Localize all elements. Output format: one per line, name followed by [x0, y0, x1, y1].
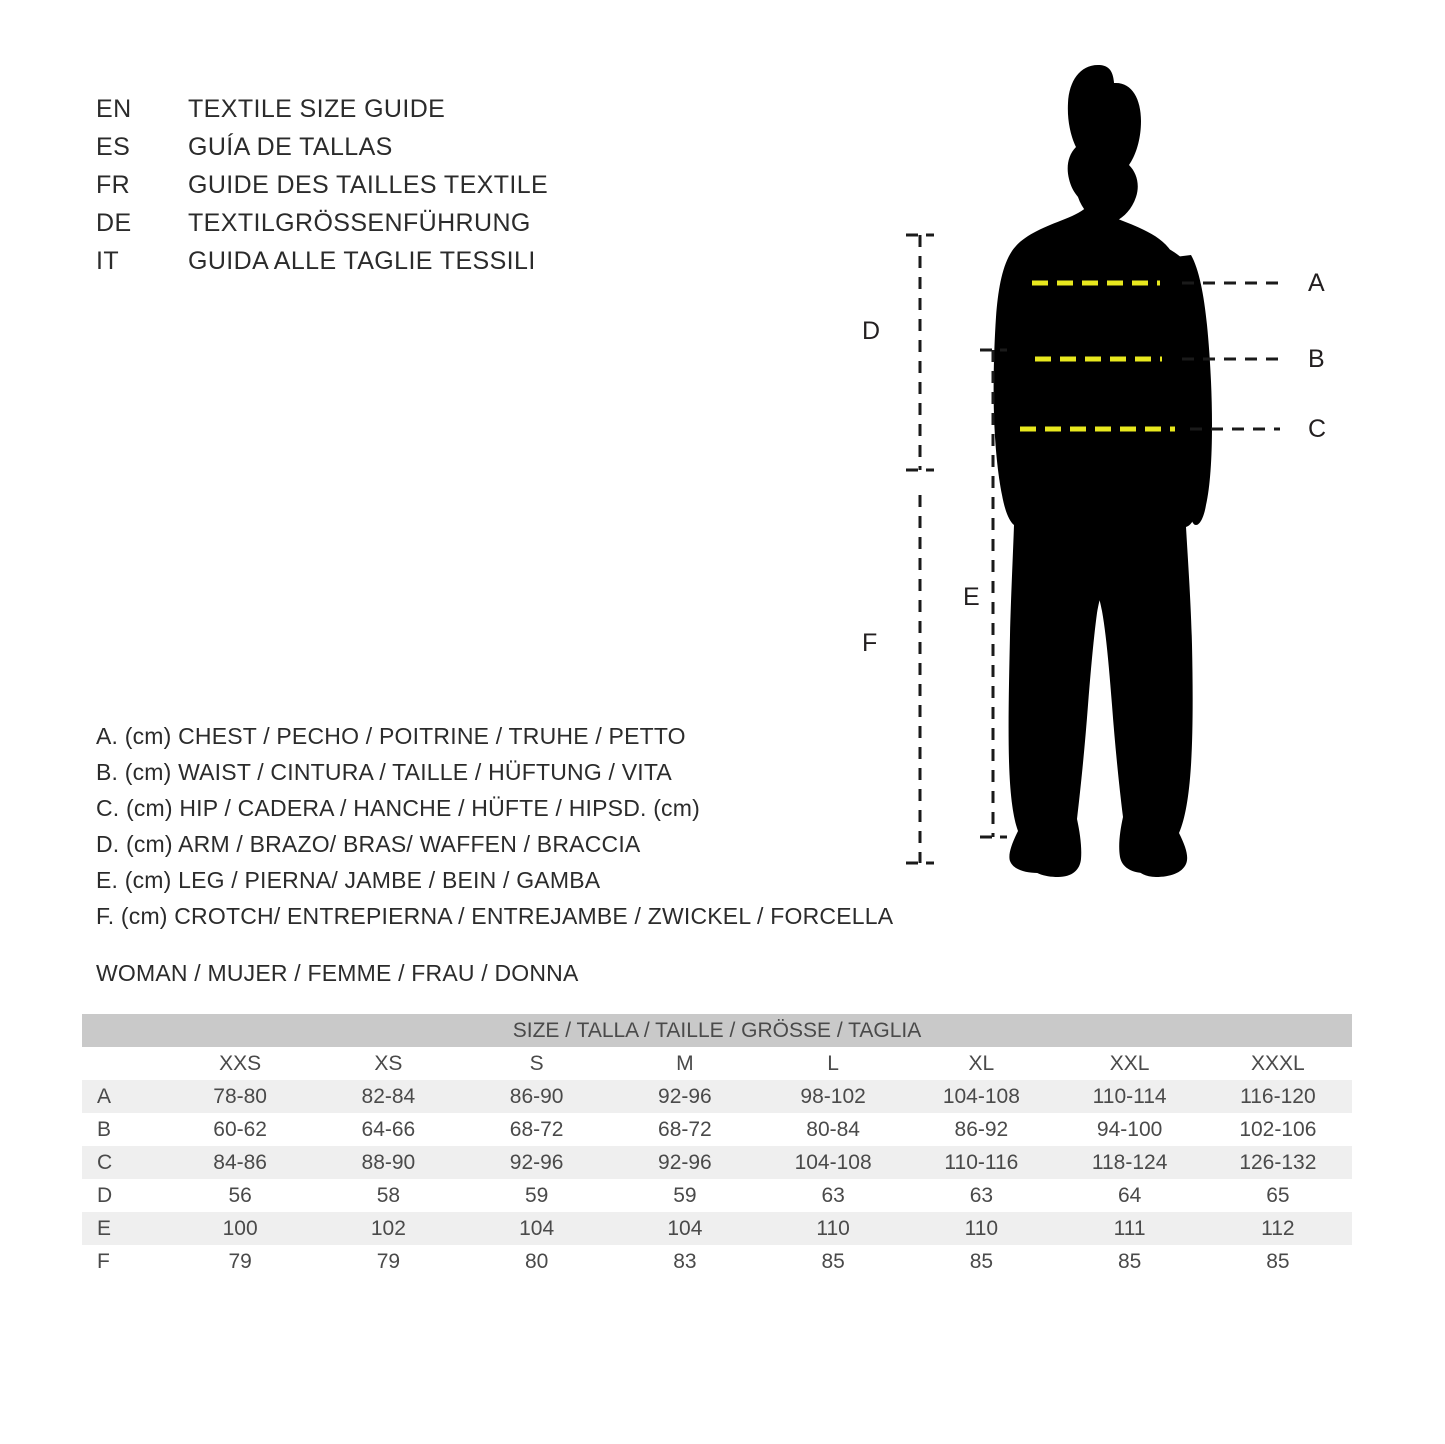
table-row	[82, 1146, 1352, 1179]
arm-dimension-bracket	[906, 235, 934, 470]
measure-label-e: E	[963, 583, 980, 611]
cell-a-xxl: 110-114	[1056, 1080, 1204, 1113]
cell-d-xl: 63	[907, 1179, 1055, 1212]
cell-e-xxs: 100	[166, 1212, 314, 1245]
cell-d-xxl: 64	[1056, 1179, 1204, 1212]
cell-f-xxxl: 85	[1204, 1245, 1352, 1278]
size-header-xl: XL	[907, 1047, 1055, 1080]
table-row	[82, 1212, 1352, 1245]
cell-d-xxs: 56	[166, 1179, 314, 1212]
cell-d-l: 63	[759, 1179, 907, 1212]
legend-item-b: B. (cm) WAIST / CINTURA / TAILLE / HÜFTUNG / VITA	[96, 759, 672, 785]
size-header-xxs: XXS	[166, 1047, 314, 1080]
cell-a-xs: 82-84	[314, 1080, 462, 1113]
cell-e-l: 110	[759, 1212, 907, 1245]
language-code-fr: FR	[96, 171, 131, 199]
size-table-header-bar	[82, 1014, 1352, 1047]
row-label-f: F	[82, 1245, 166, 1278]
cell-f-l: 85	[759, 1245, 907, 1278]
row-label-e: E	[82, 1212, 166, 1245]
cell-a-m: 92-96	[611, 1080, 759, 1113]
table-row	[82, 1113, 1352, 1146]
table-row	[82, 1245, 1352, 1278]
cell-e-xxxl: 112	[1204, 1212, 1352, 1245]
row-label-c: C	[82, 1146, 166, 1179]
cell-e-m: 104	[611, 1212, 759, 1245]
measure-label-b: B	[1308, 345, 1325, 373]
language-row-en	[96, 95, 796, 133]
legend-item-a: A. (cm) CHEST / PECHO / POITRINE / TRUHE / PETTO	[96, 723, 686, 749]
legend-item-f: F. (cm) CROTCH/ ENTREPIERNA / ENTREJAMBE / ZWICKEL / FORCELLA	[96, 903, 894, 929]
legend-item-d: D. (cm) ARM / BRAZO/ BRAS/ WAFFEN / BRACCIA	[96, 831, 641, 857]
language-text-it: GUIDA ALLE TAGLIE TESSILI	[188, 247, 536, 275]
cell-c-m: 92-96	[611, 1146, 759, 1179]
cell-a-l: 98-102	[759, 1080, 907, 1113]
size-table	[82, 1014, 1352, 1278]
cell-f-s: 80	[463, 1245, 611, 1278]
female-silhouette	[994, 65, 1212, 877]
group-label: WOMAN / MUJER / FEMME / FRAU / DONNA	[96, 960, 579, 986]
measure-label-f: F	[862, 629, 878, 657]
table-row	[82, 1080, 1352, 1113]
cell-a-s: 86-90	[463, 1080, 611, 1113]
cell-c-xs: 88-90	[314, 1146, 462, 1179]
cell-d-xs: 58	[314, 1179, 462, 1212]
size-header-m: M	[611, 1047, 759, 1080]
size-header-xxl: XXL	[1056, 1047, 1204, 1080]
cell-f-m: 83	[611, 1245, 759, 1278]
cell-a-xxxl: 116-120	[1204, 1080, 1352, 1113]
cell-e-s: 104	[463, 1212, 611, 1245]
size-header-xs: XS	[314, 1047, 462, 1080]
language-row-es	[96, 133, 796, 171]
language-title-block	[96, 95, 796, 285]
language-code-en: EN	[96, 95, 132, 123]
cell-b-xxs: 60-62	[166, 1113, 314, 1146]
cell-e-xxl: 111	[1056, 1212, 1204, 1245]
table-row	[82, 1179, 1352, 1212]
language-code-es: ES	[96, 133, 131, 161]
cell-e-xs: 102	[314, 1212, 462, 1245]
size-table-header-label: SIZE / TALLA / TAILLE / GRÖSSE / TAGLIA	[82, 1014, 1352, 1047]
language-row-it	[96, 247, 796, 285]
cell-c-s: 92-96	[463, 1146, 611, 1179]
cell-f-xl: 85	[907, 1245, 1055, 1278]
language-text-de: TEXTILGRÖSSENFÜHRUNG	[188, 209, 531, 237]
cell-b-xs: 64-66	[314, 1113, 462, 1146]
measure-label-d: D	[862, 317, 881, 345]
row-label-d: D	[82, 1179, 166, 1212]
size-table-size-row	[82, 1047, 1352, 1080]
cell-b-m: 68-72	[611, 1113, 759, 1146]
cell-c-xxxl: 126-132	[1204, 1146, 1352, 1179]
cell-d-xxxl: 65	[1204, 1179, 1352, 1212]
cell-f-xxs: 79	[166, 1245, 314, 1278]
cell-b-s: 68-72	[463, 1113, 611, 1146]
language-row-de	[96, 209, 796, 247]
language-text-es: GUÍA DE TALLAS	[188, 133, 393, 161]
measurement-legend	[96, 723, 936, 939]
cell-a-xl: 104-108	[907, 1080, 1055, 1113]
cell-f-xs: 79	[314, 1245, 462, 1278]
cell-b-l: 80-84	[759, 1113, 907, 1146]
size-header-s: S	[463, 1047, 611, 1080]
row-label-a: A	[82, 1080, 166, 1113]
size-table-wrapper	[82, 1014, 1352, 1278]
cell-c-xl: 110-116	[907, 1146, 1055, 1179]
row-label-b: B	[82, 1113, 166, 1146]
language-code-it: IT	[96, 247, 120, 275]
cell-c-l: 104-108	[759, 1146, 907, 1179]
cell-c-xxs: 84-86	[166, 1146, 314, 1179]
legend-item-c: C. (cm) HIP / CADERA / HANCHE / HÜFTE / HIPSD. (cm)	[96, 795, 700, 821]
cell-a-xxs: 78-80	[166, 1080, 314, 1113]
cell-e-xl: 110	[907, 1212, 1055, 1245]
cell-f-xxl: 85	[1056, 1245, 1204, 1278]
language-text-en: TEXTILE SIZE GUIDE	[188, 95, 446, 123]
language-row-fr	[96, 171, 796, 209]
cell-c-xxl: 118-124	[1056, 1146, 1204, 1179]
size-header-l: L	[759, 1047, 907, 1080]
cell-b-xl: 86-92	[907, 1113, 1055, 1146]
size-header-xxxl: XXXL	[1204, 1047, 1352, 1080]
legend-item-e: E. (cm) LEG / PIERNA/ JAMBE / BEIN / GAMBA	[96, 867, 601, 893]
cell-b-xxl: 94-100	[1056, 1113, 1204, 1146]
language-text-fr: GUIDE DES TAILLES TEXTILE	[188, 171, 549, 199]
cell-d-s: 59	[463, 1179, 611, 1212]
language-code-de: DE	[96, 209, 132, 237]
size-row-corner	[82, 1047, 166, 1080]
measure-label-a: A	[1308, 269, 1325, 297]
measure-label-c: C	[1308, 415, 1327, 443]
cell-b-xxxl: 102-106	[1204, 1113, 1352, 1146]
cell-d-m: 59	[611, 1179, 759, 1212]
